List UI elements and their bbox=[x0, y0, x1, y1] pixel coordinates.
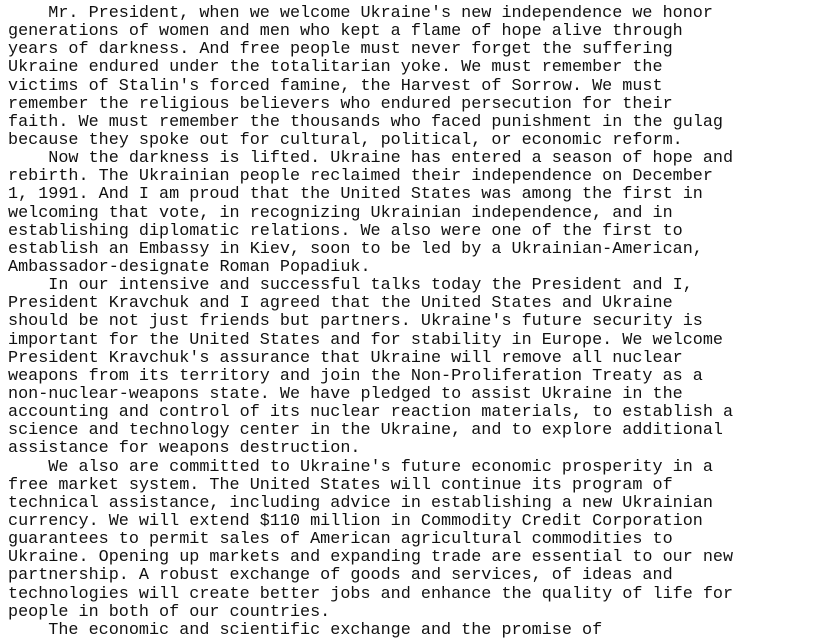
text-line: Ambassador-designate Roman Popadiuk. bbox=[8, 257, 371, 277]
document-page bbox=[8, 4, 820, 640]
text-line: partnership. A robust exchange of goods and services, of ideas and bbox=[8, 566, 673, 586]
paragraph-2 bbox=[8, 150, 820, 277]
paragraph-4 bbox=[8, 459, 820, 622]
text-line: Ukraine endured under the totalitarian yoke. We must remember the bbox=[8, 58, 663, 78]
text-line: accounting and control of its nuclear reaction materials, to establish a bbox=[8, 403, 734, 423]
text-line: free market system. The United States will continue its program of bbox=[8, 475, 673, 495]
text-line: welcoming that vote, in recognizing Ukrainian independence, and in bbox=[8, 203, 673, 223]
text-line: assistance for weapons destruction. bbox=[8, 439, 361, 459]
text-line: guarantees to permit sales of American agricultural commodities to bbox=[8, 530, 673, 550]
text-line: important for the United States and for stability in Europe. We welcome bbox=[8, 330, 723, 350]
text-line: people in both of our countries. bbox=[8, 602, 331, 622]
text-line: faith. We must remember the thousands who faced punishment in the gulag bbox=[8, 112, 723, 132]
text-line: establishing diplomatic relations. We also were one of the first to bbox=[8, 221, 683, 241]
text-line: should be not just friends but partners. Ukraine's future security is bbox=[8, 312, 703, 332]
text-line: generations of women and men who kept a flame of hope alive through bbox=[8, 22, 683, 42]
text-line: science and technology center in the Ukraine, and to explore additional bbox=[8, 421, 723, 441]
paragraph-3 bbox=[8, 277, 820, 458]
text-line: victims of Stalin's forced famine, the Harvest of Sorrow. We must bbox=[8, 76, 663, 96]
text-line: rebirth. The Ukrainian people reclaimed their independence on December bbox=[8, 167, 713, 187]
text-line: currency. We will extend $110 million in Commodity Credit Corporation bbox=[8, 511, 703, 531]
cut-off-line: The economic and scientific exchange and the promise of bbox=[8, 620, 603, 640]
text-line: years of darkness. And free people must never forget the suffering bbox=[8, 40, 673, 60]
text-line: weapons from its territory and join the Non-Proliferation Treaty as a bbox=[8, 366, 703, 386]
paragraph-1 bbox=[8, 5, 820, 150]
text-line: Now the darkness is lifted. Ukraine has entered a season of hope and bbox=[8, 149, 734, 169]
text-line: establish an Embassy in Kiev, soon to be led by a Ukrainian-American, bbox=[8, 239, 703, 259]
text-line: President Kravchuk's assurance that Ukraine will remove all nuclear bbox=[8, 348, 683, 368]
text-line: technical assistance, including advice in establishing a new Ukrainian bbox=[8, 493, 713, 513]
text-line: In our intensive and successful talks today the President and I, bbox=[8, 276, 693, 296]
text-line: We also are committed to Ukraine's future economic prosperity in a bbox=[8, 457, 713, 477]
text-line: remember the religious believers who endured persecution for their bbox=[8, 94, 673, 114]
text-line: Mr. President, when we welcome Ukraine's new independence we honor bbox=[8, 4, 713, 23]
text-line: because they spoke out for cultural, political, or economic reform. bbox=[8, 130, 683, 150]
text-line: Ukraine. Opening up markets and expanding trade are essential to our new bbox=[8, 548, 734, 568]
text-line: President Kravchuk and I agreed that the United States and Ukraine bbox=[8, 294, 673, 314]
text-line: technologies will create better jobs and enhance the quality of life for bbox=[8, 584, 734, 604]
text-line: 1, 1991. And I am proud that the United States was among the first in bbox=[8, 185, 703, 205]
text-line: non-nuclear-weapons state. We have pledged to assist Ukraine in the bbox=[8, 384, 683, 404]
